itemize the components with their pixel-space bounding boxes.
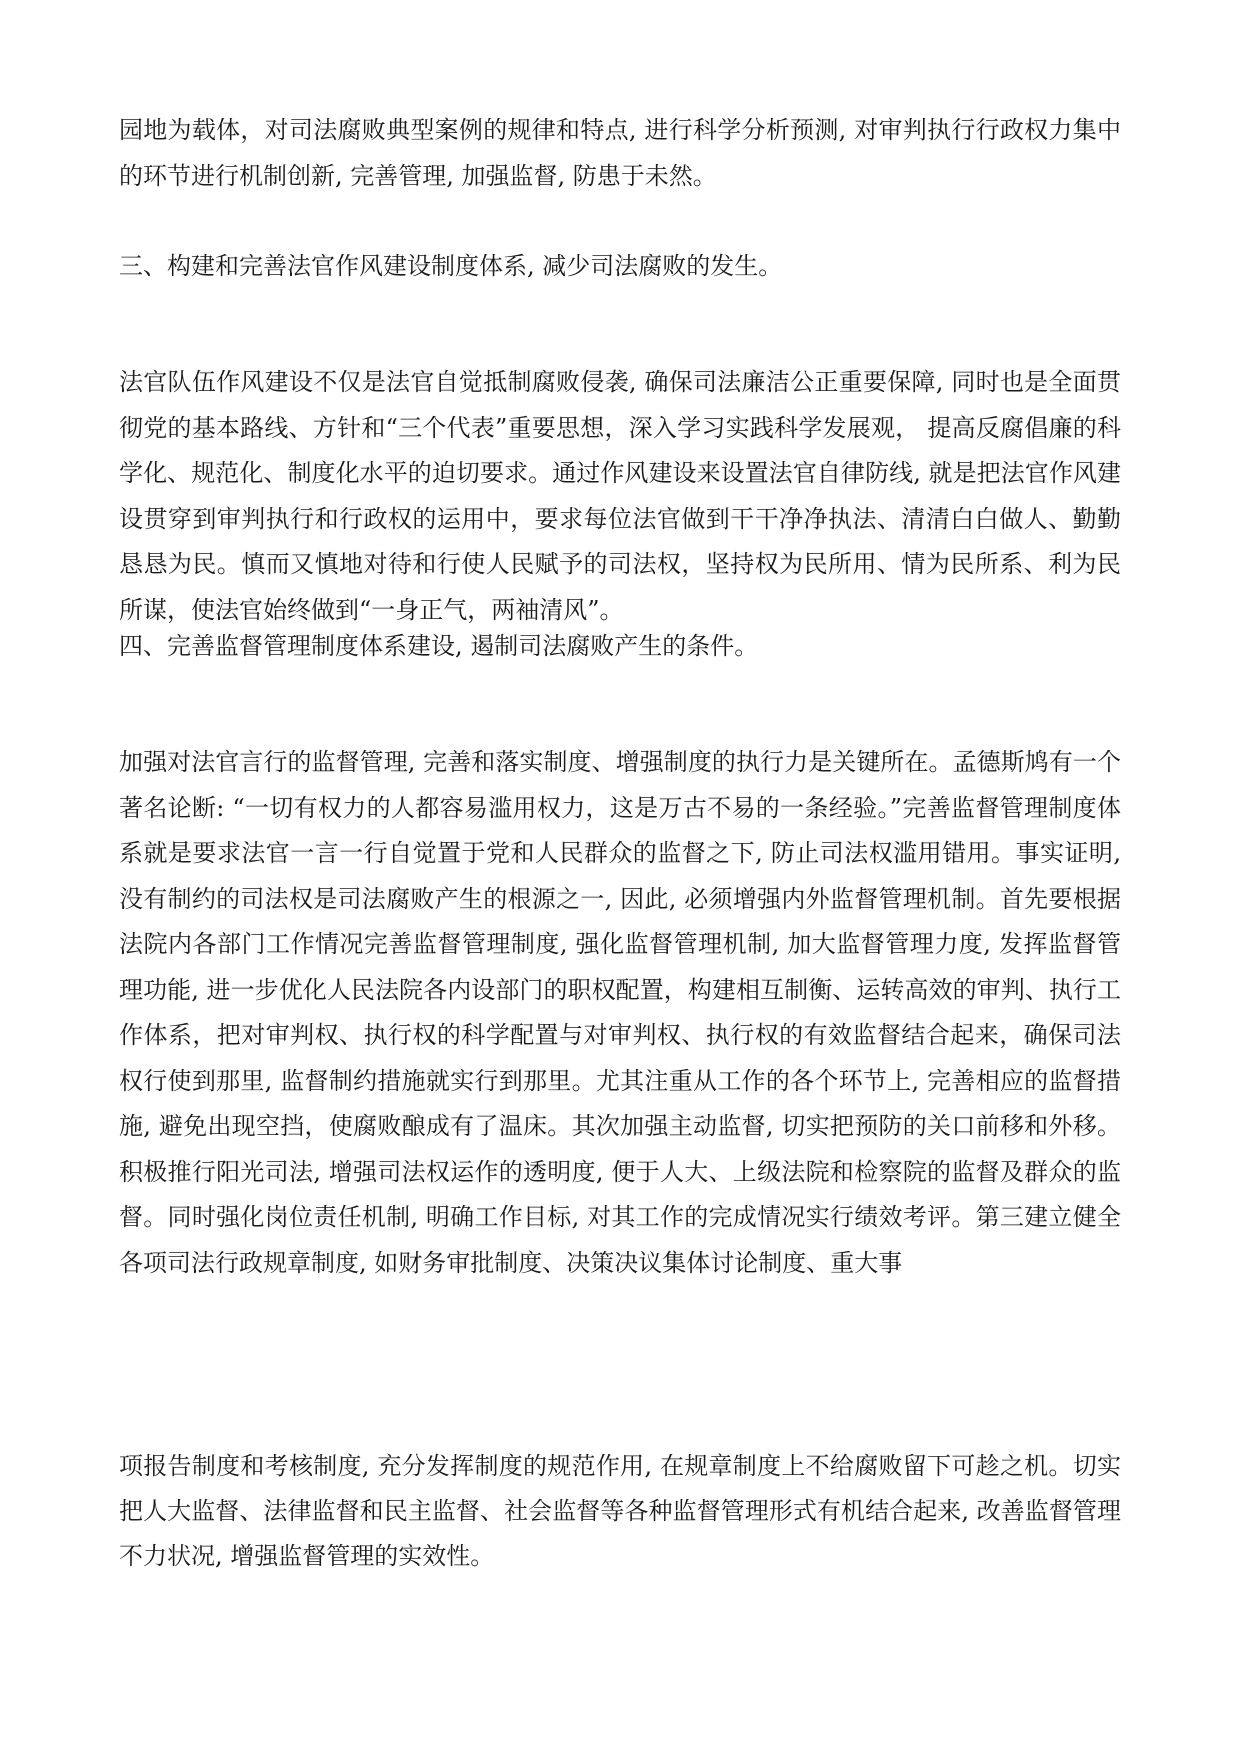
section-heading: 三、构建和完善法官作风建设制度体系, 减少司法腐败的发生。: [119, 252, 783, 280]
body-paragraph: 法官队伍作风建设不仅是法官自觉抵制腐败侵袭, 确保司法廉洁公正重要保障, 同时也是全面贯彻党的基本路线、方针和“三个代表”重要思想，深入学习实践科学发展观， 提高反腐倡廉的科学化、规范化、制度化水平的迫切要求。通过作风建设来设置法官自律防线, 就是把法官作风建设贯穿到审判执行和行政权的运用中，要求每位法官做到干干净净执法、清清白白做人、勤勤恳恳为民。慎而又慎地对待和行使人民赋予的司法权，坚持权为民所用、情为民所系、利为民所谋，使法官始终做到“一身正气，两袖清风”。: [119, 368, 1121, 624]
body-paragraph: 加强对法官言行的监督管理, 完善和落实制度、增强制度的执行力是关键所在。孟德斯鸠有一个著名论断: “一切有权力的人都容易滥用权力，这是万古不易的一条经验。”完善监督管理制度体系就是要求法官一言一行自觉置于党和人民群众的监督之下, 防止司法权滥用错用。事实证明, 没有制约的司法权是司法腐败产生的根源之一, 因此, 必须增强内外监督管理机制。首先要根据法院内各部门工作情况完善监督管理制度, 强化监督管理机制, 加大监督管理力度, 发挥监督管理功能, 进一步优化人民法院各内设部门的职权配置，构建相互制衡、运转高效的审判、执行工作体系，把对审判权、执行权的科学配置与对审判权、执行权的有效监督结合起来，确保司法权行使到那里, 监督制约措施就实行到那里。尤其注重从工作的各个环节上, 完善相应的监督措施, 避免出现空挡，使腐败酿成有了温床。其次加强主动监督, 切实把预防的关口前移和外移。积极推行阳光司法, 增强司法权运作的透明度, 便于人大、上级法院和检察院的监督及群众的监督。同时强化岗位责任机制, 明确工作目标, 对其工作的完成情况实行绩效考评。第三建立健全各项司法行政规章制度, 如财务审批制度、决策决议集体讨论制度、重大事: [119, 748, 1121, 1277]
body-paragraph: 园地为载体，对司法腐败典型案例的规律和特点, 进行科学分析预测, 对审判执行行政权力集中的环节进行机制创新, 完善管理, 加强监督, 防患于未然。: [119, 116, 1121, 190]
body-paragraph: 项报告制度和考核制度, 充分发挥制度的规范作用, 在规章制度上不给腐败留下可趁之机。切实把人大监督、法律监督和民主监督、社会监督等各种监督管理形式有机结合起来, 改善监督管理不力状况, 增强监督管理的实效性。: [119, 1452, 1121, 1570]
section-heading: 四、完善监督管理制度体系建设, 遏制司法腐败产生的条件。: [119, 632, 759, 660]
